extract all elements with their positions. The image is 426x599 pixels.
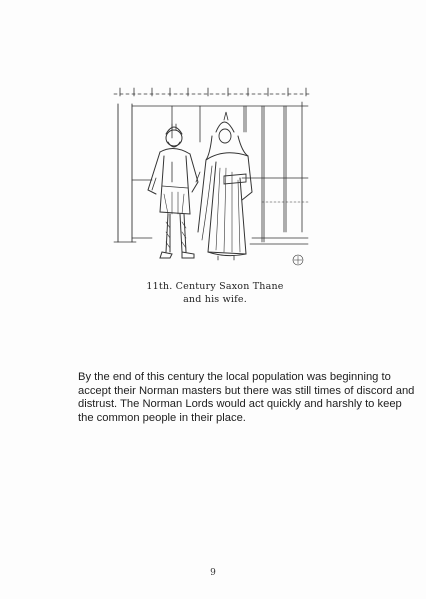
page-number: 9: [210, 568, 216, 578]
paragraph-line: the common people in their place.: [78, 411, 246, 424]
illustration-caption: [140, 280, 290, 306]
saxon-thane-and-wife-illustration: [112, 82, 312, 282]
caption-line-1: 11th. Century Saxon Thane: [146, 281, 284, 292]
caption-line-2: and his wife.: [183, 294, 247, 305]
paragraph-line: accept their Norman masters but there was still times of discord and: [78, 384, 415, 397]
paragraph-line: By the end of this century the local population was beginning to: [78, 371, 391, 383]
paragraph-line: distrust. The Norman Lords would act quickly and harshly to keep: [78, 398, 402, 411]
body-paragraph: [78, 371, 415, 425]
